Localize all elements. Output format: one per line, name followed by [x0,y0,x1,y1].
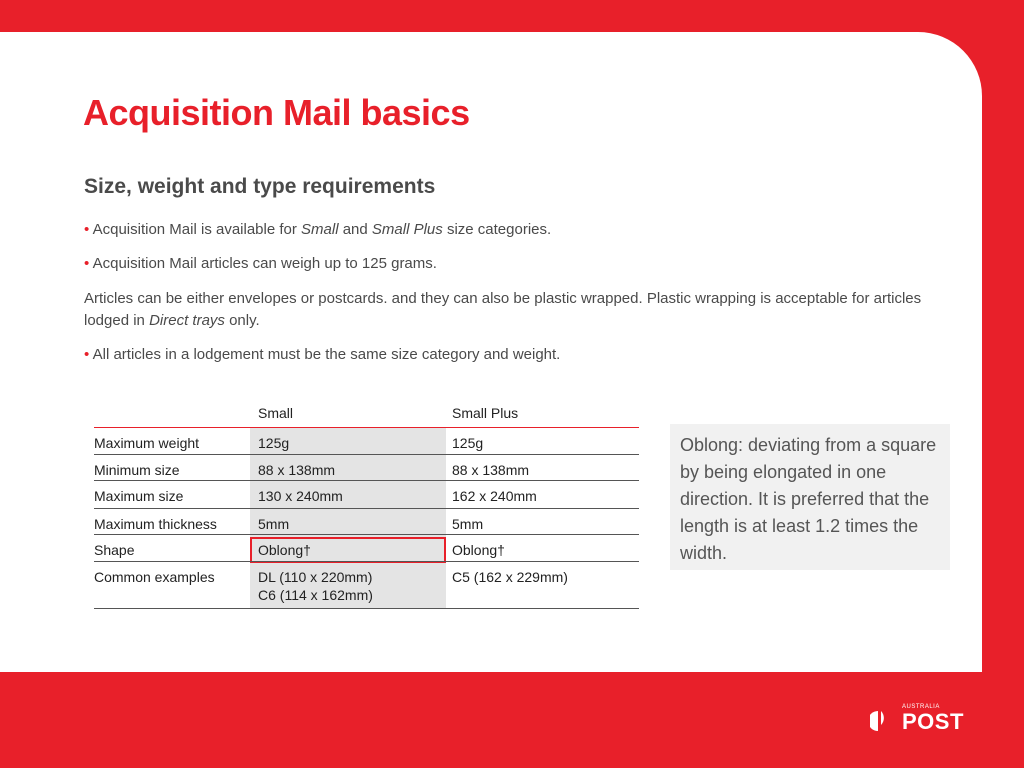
cell-small: 125g [258,435,290,451]
row-rule [94,508,639,509]
row-label: Common examples [94,569,215,585]
section-subtitle: Size, weight and type requirements [84,175,436,198]
cell-small: DL (110 x 220mm) [258,569,373,585]
cell-small-plus: 125g [452,435,484,451]
oblong-definition-note: Oblong: deviating from a square by being elongated in one direction. It is preferred that the length is at least 1.2 times the width. [670,424,950,570]
header-small-plus: Small Plus [452,405,519,421]
oblong-highlight [250,537,446,563]
bullet-text: Acquisition Mail articles can weigh up to 125 grams. [89,255,437,272]
row-rule [94,608,639,609]
post-logo-icon [870,710,890,732]
slide-panel [0,32,982,672]
cell-small-plus: 162 x 240mm [452,488,537,504]
bullet-mark: • [84,221,90,238]
cell-small-line2: C6 (114 x 162mm) [258,587,373,603]
bullet-text: Articles can be either envelopes or postcards. and they can also be plastic wrapped. Plastic wrapping is acceptable for articles lodged in [84,290,922,329]
paragraph-articles-type [84,288,934,332]
row-label: Maximum thickness [94,516,217,532]
row-rule [94,454,639,455]
bullet-mark: • [84,346,90,363]
cell-small-plus: 5mm [452,516,484,532]
bullet-text: and [338,221,372,238]
row-rule [94,534,639,535]
row-label: Shape [94,542,135,558]
cell-small: 5mm [258,516,290,532]
cell-small-plus: 88 x 138mm [452,462,530,478]
australia-post-logo [870,704,980,736]
bullet-text: Acquisition Mail is available for [89,221,302,238]
bullet-text: size categories. [442,221,552,238]
bullet-em: Direct trays [149,312,225,329]
page-title: Acquisition Mail basics [83,92,470,133]
bullet-em: Small [301,221,339,238]
logo-text: POST [902,709,964,734]
bullet-text: only. [224,312,260,329]
row-rule [94,561,639,562]
logo-small-text: AUSTRALIA [902,704,940,710]
cell-small: 130 x 240mm [258,488,343,504]
row-label: Maximum size [94,488,184,504]
row-label: Minimum size [94,462,180,478]
bullet-availability [84,219,934,241]
bullet-lodgement [84,344,934,366]
header-small: Small [258,405,294,421]
row-label: Maximum weight [94,435,200,451]
bullet-em: Small Plus [371,221,443,238]
cell-small-plus: Oblong† [452,542,505,558]
bullet-text: All articles in a lodgement must be the same size category and weight. [89,346,561,363]
bullet-weight [84,253,934,275]
cell-small: Oblong† [258,542,311,558]
bullet-mark: • [84,255,90,272]
row-rule [94,480,639,481]
cell-small-plus: C5 (162 x 229mm) [452,569,568,585]
cell-small: 88 x 138mm [258,462,336,478]
header-rule [94,427,639,428]
